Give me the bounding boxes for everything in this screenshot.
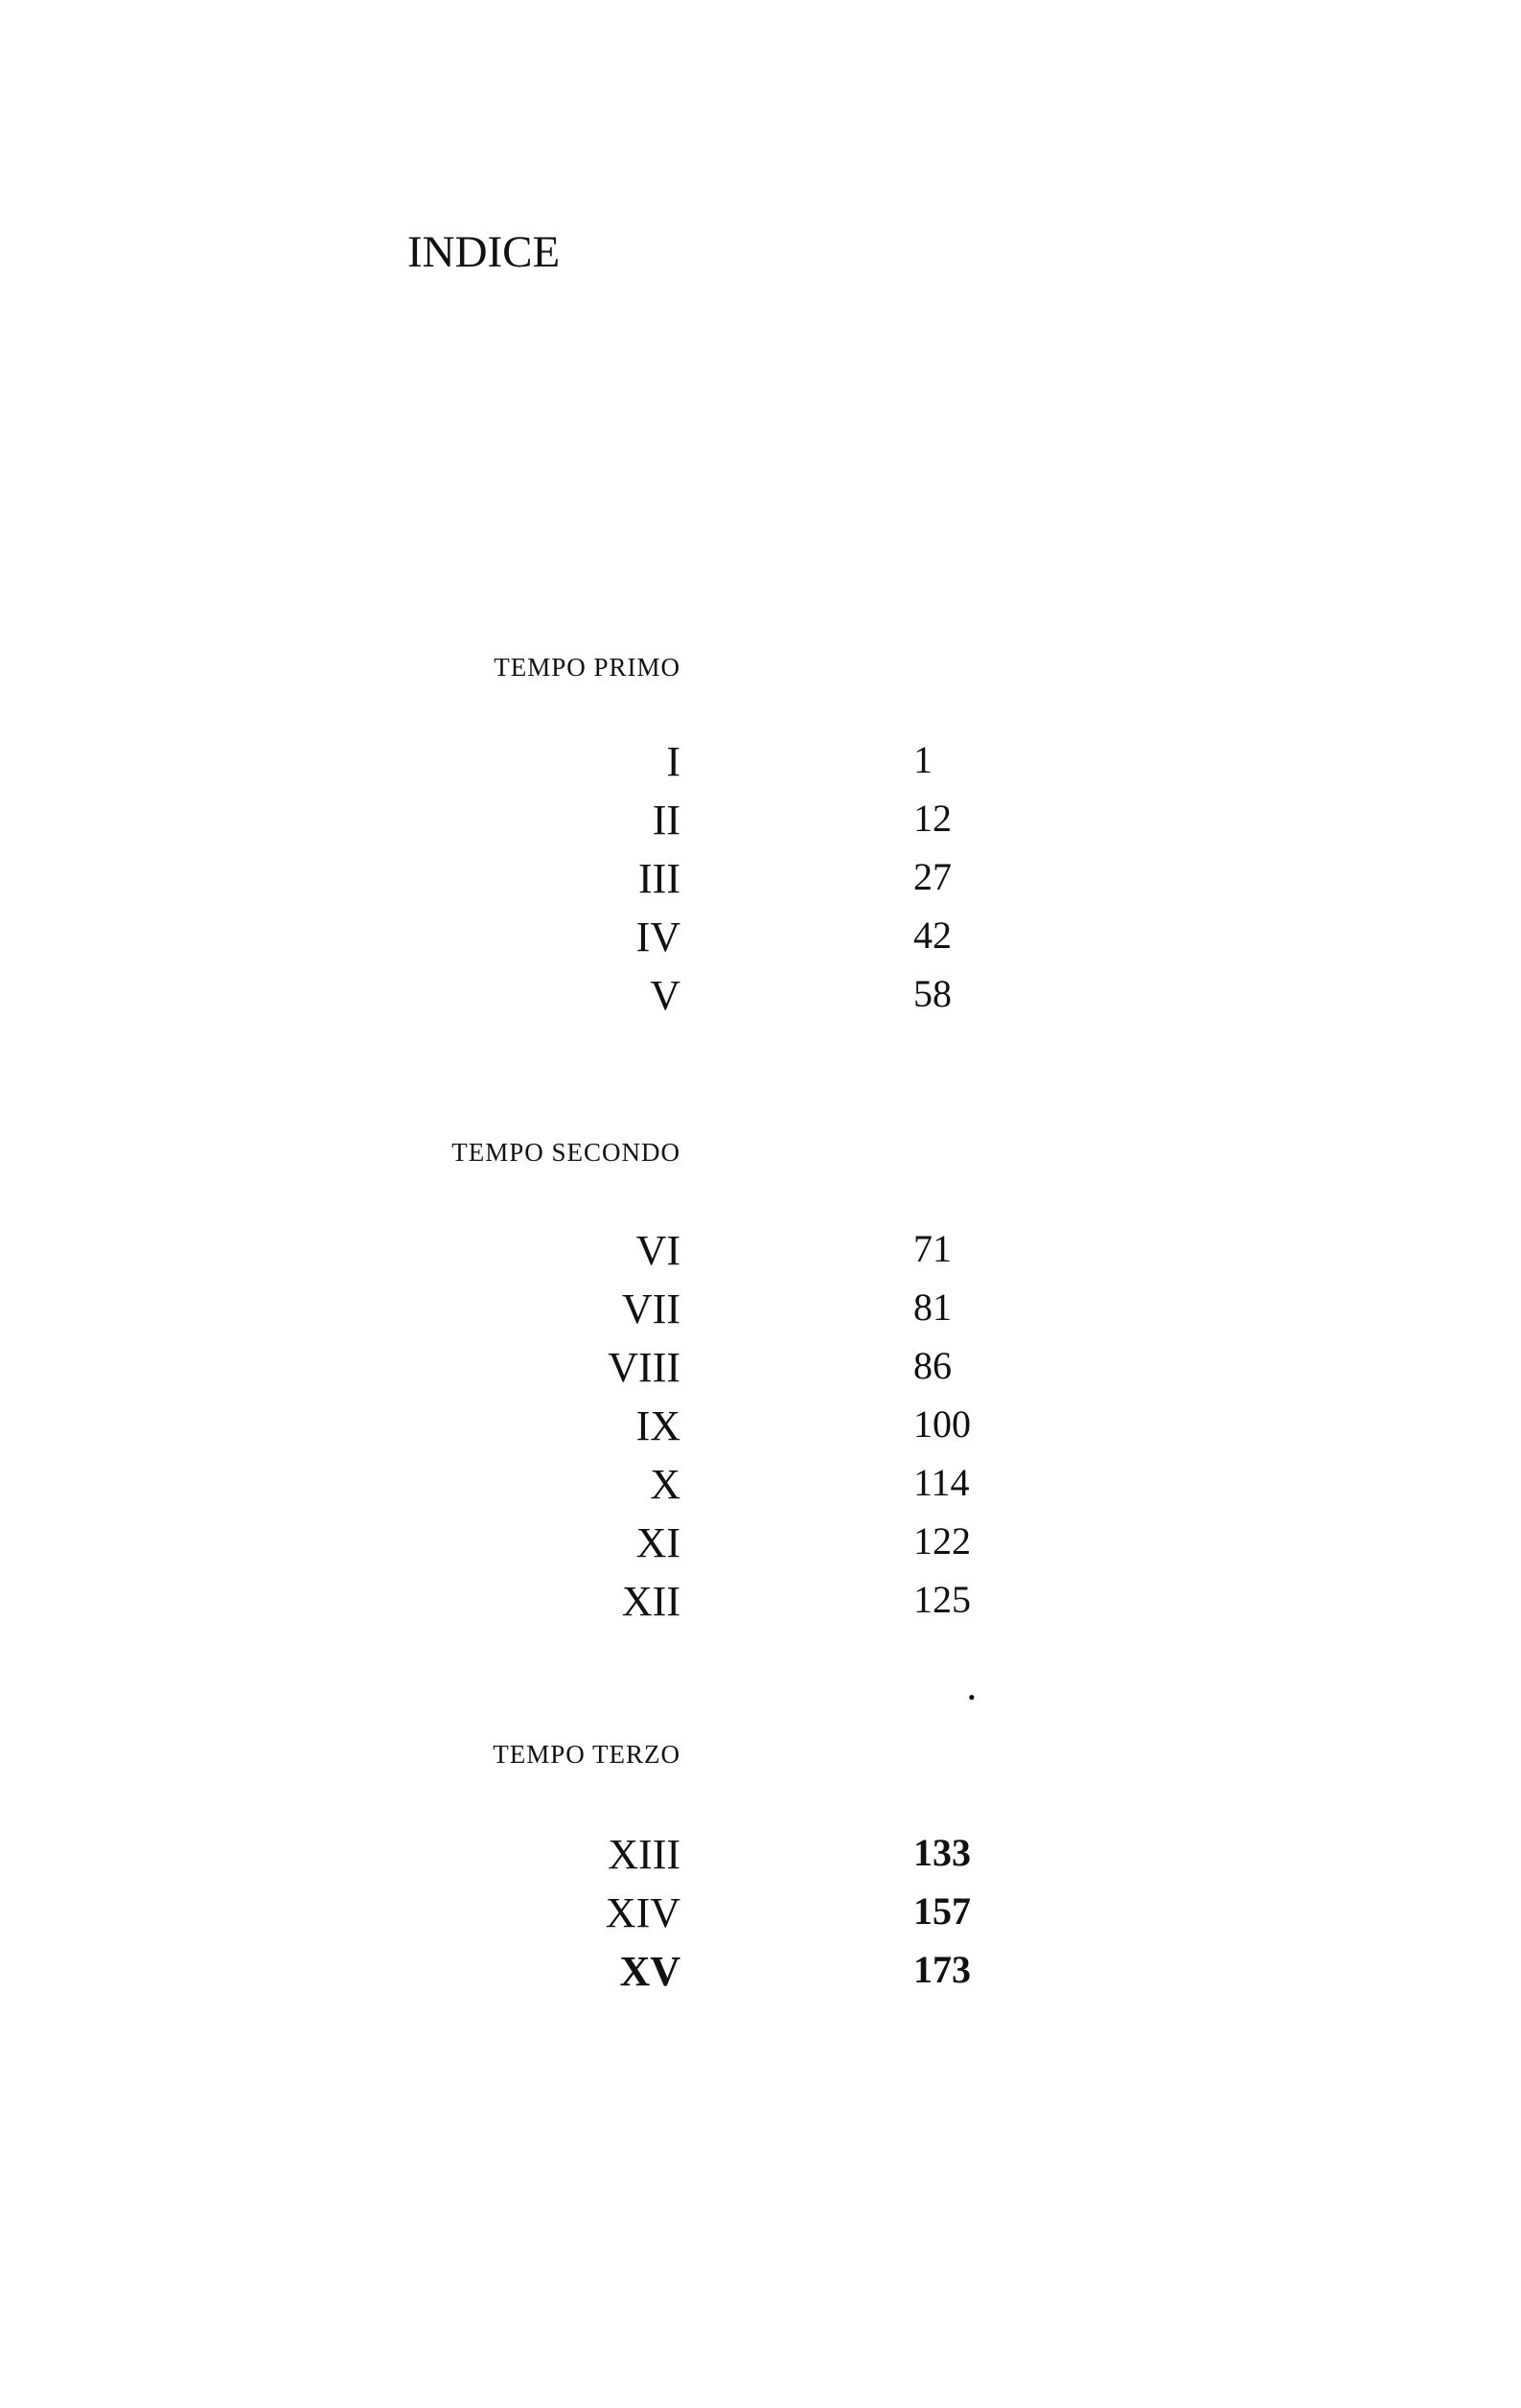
index-entry (0, 1889, 1521, 1951)
page-number: 122 (913, 1519, 971, 1563)
index-entry (0, 1519, 1521, 1581)
chapter-number: I (666, 738, 680, 785)
index-entry (0, 1461, 1521, 1522)
chapter-number: VIII (608, 1344, 680, 1391)
chapter-number: XIV (605, 1889, 680, 1936)
chapter-number: VII (621, 1285, 680, 1332)
page-number: 173 (913, 1948, 971, 1991)
chapter-number: II (652, 797, 680, 844)
index-entry (0, 1578, 1521, 1639)
index-entry (0, 855, 1521, 916)
page-number: 71 (913, 1227, 952, 1270)
page-number: 42 (913, 914, 952, 957)
section-entries-tempo-secondo (0, 1227, 1521, 1639)
page-title: INDICE (407, 227, 561, 277)
page-number: 12 (913, 797, 952, 840)
index-entry (0, 1948, 1521, 2009)
page-number: 114 (913, 1461, 970, 1504)
speck-mark: • (968, 1685, 976, 1709)
chapter-number: VI (635, 1227, 680, 1274)
index-entry (0, 799, 1521, 858)
index-entry (0, 1344, 1521, 1405)
page-number: 86 (913, 1344, 952, 1387)
index-entry (0, 738, 1521, 799)
chapter-number: X (650, 1461, 680, 1508)
page-number: 81 (913, 1285, 952, 1329)
section-entries-tempo-terzo (0, 1831, 1521, 2009)
chapter-number: XII (621, 1578, 680, 1625)
chapter-number: IX (635, 1402, 680, 1449)
section-heading-tempo-terzo: TEMPO TERZO (493, 1740, 680, 1769)
chapter-number: XI (635, 1519, 680, 1566)
page-number: 1 (913, 738, 933, 781)
page-number: 157 (913, 1889, 971, 1933)
page-number: 58 (913, 972, 952, 1015)
page-number: 100 (913, 1402, 971, 1446)
page-number: 125 (913, 1578, 971, 1621)
index-entry (0, 916, 1521, 975)
page-number: 27 (913, 855, 952, 898)
index-entry (0, 1402, 1521, 1464)
page-number: 133 (913, 1831, 971, 1874)
chapter-number: XIII (608, 1831, 680, 1878)
index-entry (0, 1227, 1521, 1288)
index-entry (0, 972, 1521, 1033)
section-heading-tempo-primo: TEMPO PRIMO (494, 653, 680, 682)
chapter-number: V (650, 972, 680, 1019)
chapter-number: IV (635, 914, 680, 961)
section-heading-tempo-secondo: TEMPO SECONDO (451, 1138, 680, 1167)
chapter-number: III (638, 855, 680, 902)
index-entry (0, 1831, 1521, 1892)
index-entry (0, 1285, 1521, 1347)
chapter-number: XV (619, 1948, 680, 1995)
section-entries-tempo-primo (0, 738, 1521, 1033)
